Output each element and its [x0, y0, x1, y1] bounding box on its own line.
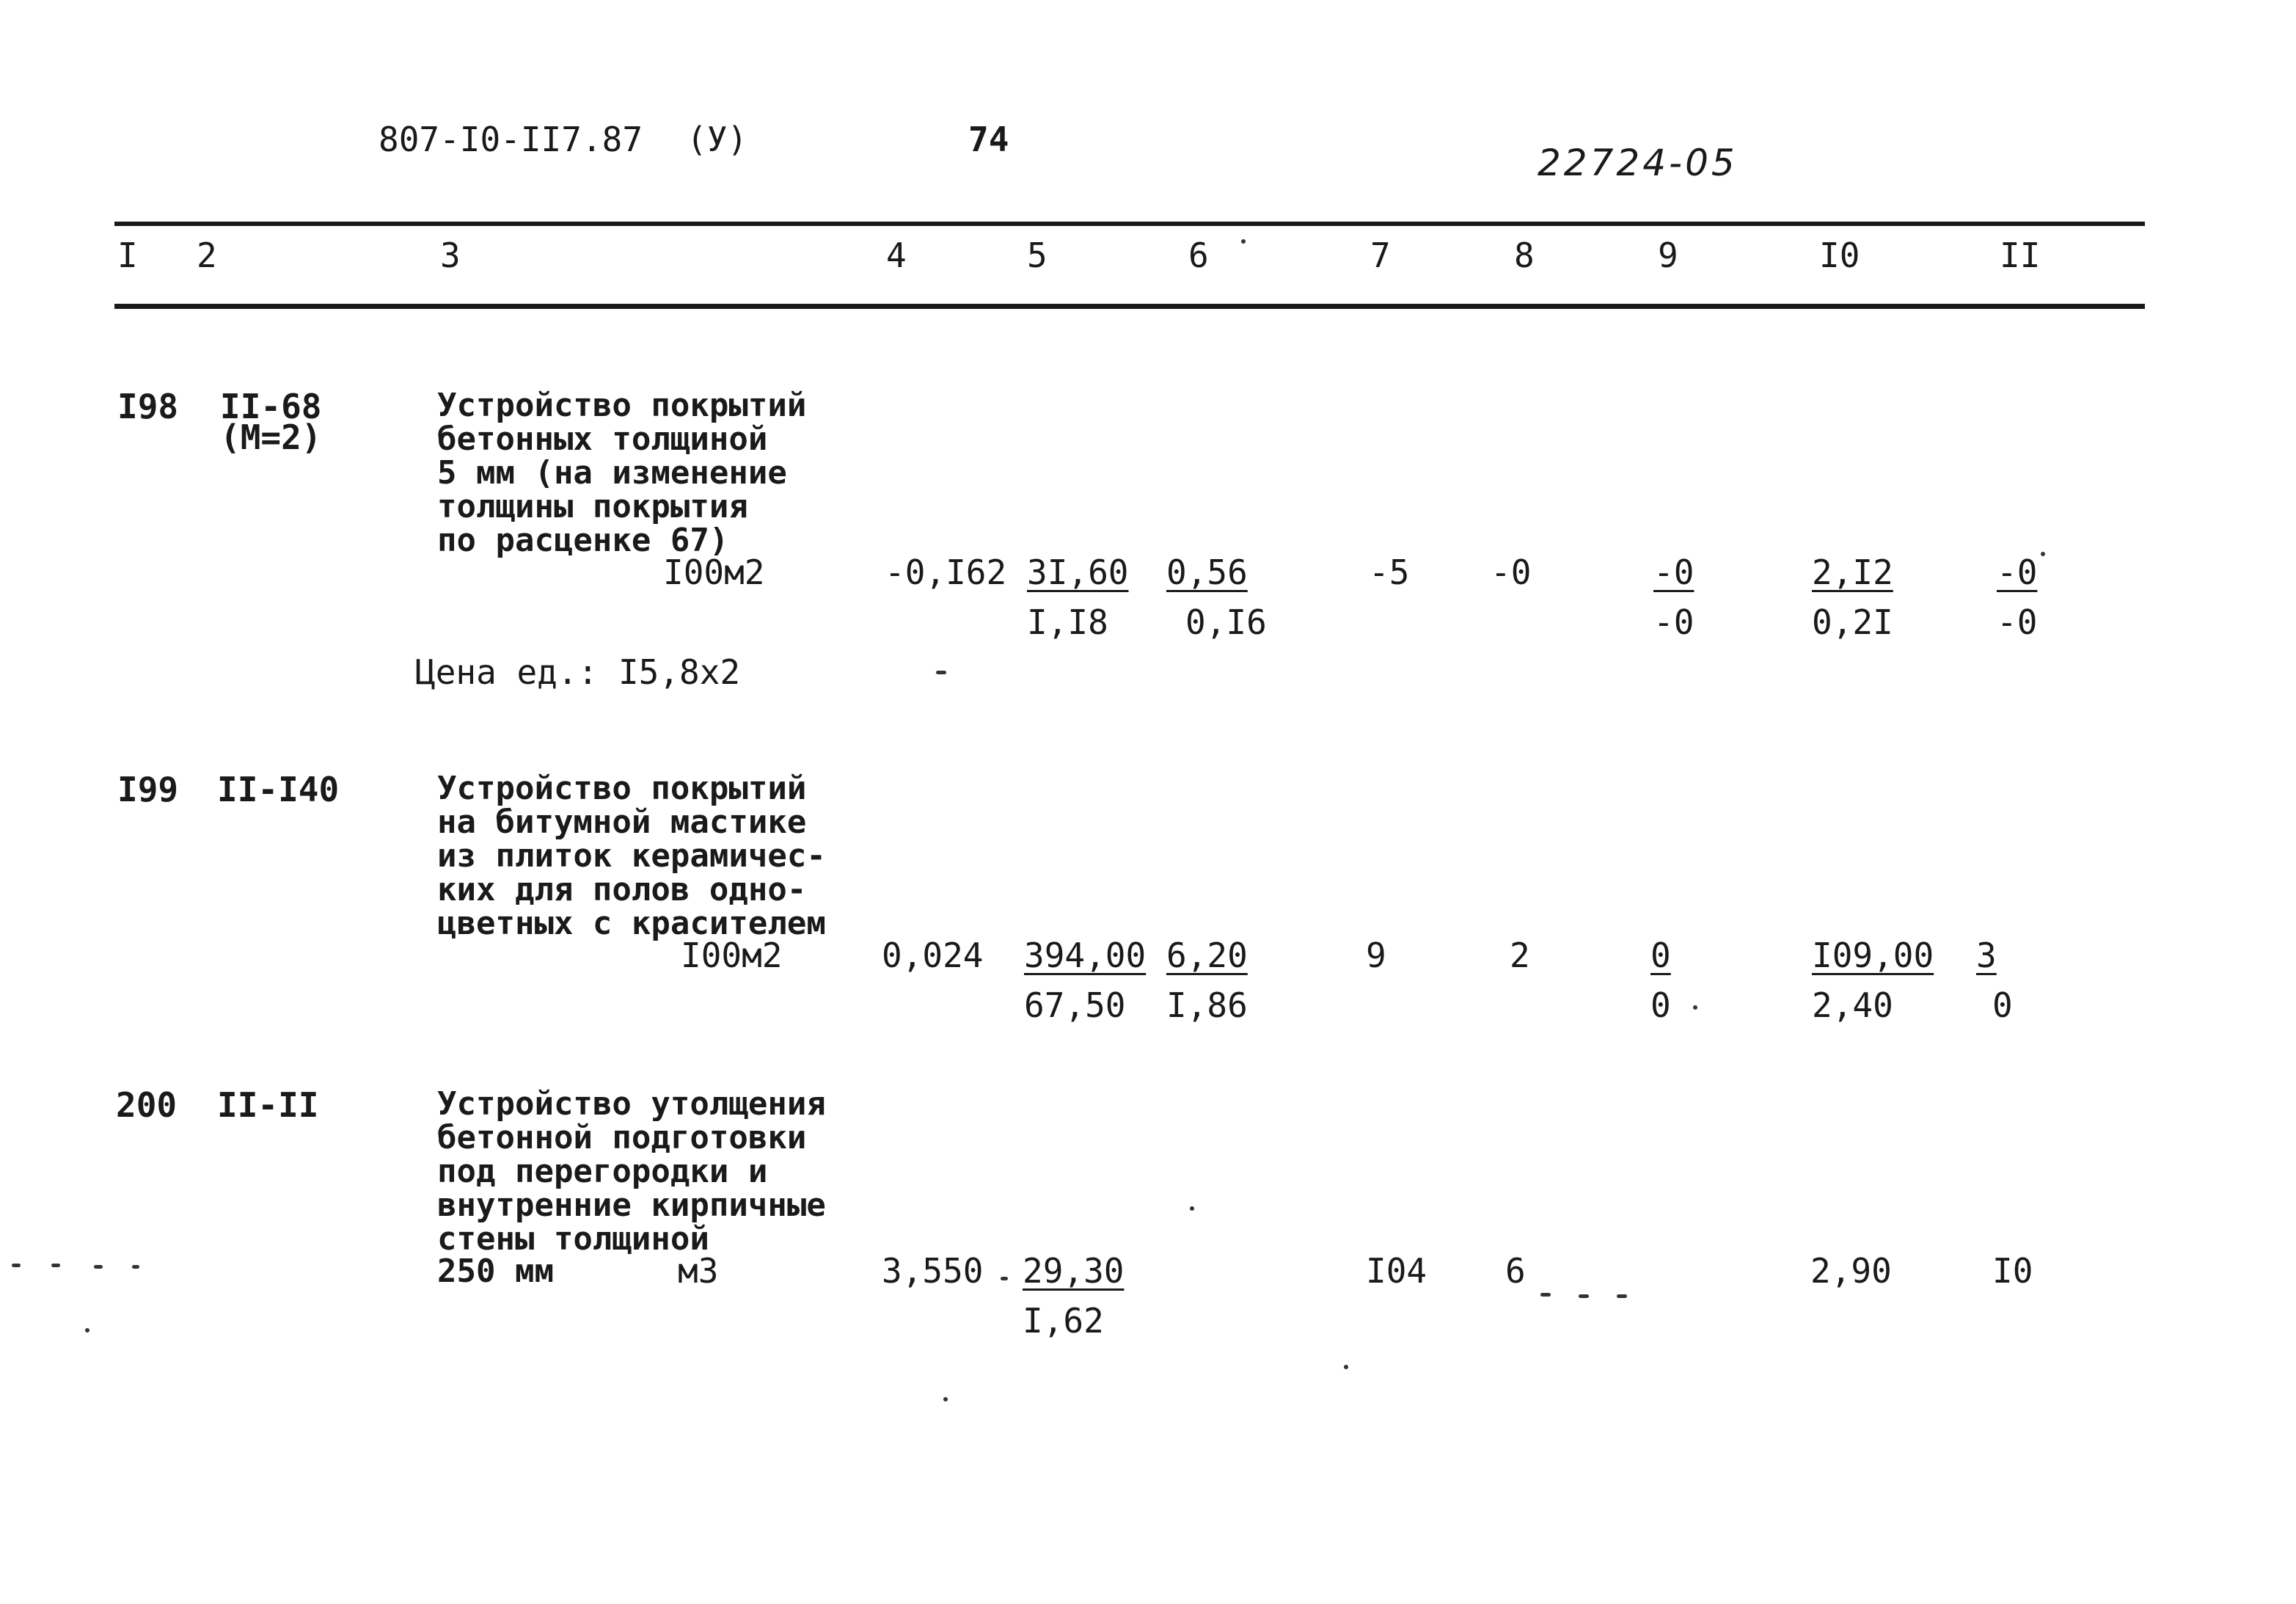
handwritten-inventory-number: 22724-05 — [1538, 142, 1738, 184]
work-description-line: из плиток керамичес- — [437, 837, 826, 875]
column-number: 9 — [1658, 236, 1678, 275]
work-description-line: бетонной подготовки — [437, 1119, 807, 1156]
column-number: II — [2000, 236, 2041, 275]
row-number: I99 — [117, 770, 179, 809]
unit: м3 — [678, 1251, 719, 1291]
total-wages: 6 — [1505, 1251, 1526, 1291]
row-number: I98 — [117, 387, 179, 426]
labor-workers: 2,90 — [1810, 1251, 1892, 1291]
scan-speck — [1001, 1277, 1008, 1280]
column-number: 8 — [1514, 236, 1535, 275]
unit-cost-total: 394,00 — [1024, 936, 1147, 975]
scan-speck — [1344, 1365, 1348, 1369]
scan-speck — [51, 1264, 60, 1267]
scan-speck — [936, 671, 946, 674]
page-number: 74 — [968, 120, 1009, 159]
work-description-line: Устройство утолщения — [437, 1085, 826, 1123]
total-wages: 2 — [1510, 936, 1530, 975]
labor-total-workers: 3 — [1976, 936, 1997, 975]
quantity: 3,550 — [882, 1251, 984, 1291]
unit: I00м2 — [663, 553, 765, 592]
labor-total-machinists: 0 — [1992, 985, 2013, 1025]
column-number: 7 — [1370, 236, 1391, 275]
work-description-line: стены толщиной — [437, 1220, 709, 1258]
scan-speck — [1693, 1005, 1697, 1010]
work-description-line: под перегородки и — [437, 1153, 768, 1190]
total-wages: -0 — [1491, 553, 1532, 592]
work-description-line: по расценке 67) — [437, 522, 729, 559]
unit-cost-wages: I,I8 — [1027, 602, 1108, 642]
row-number: 200 — [116, 1085, 178, 1125]
work-description-line: 250 мм — [437, 1253, 554, 1290]
labor-machinists: 0,2I — [1812, 602, 1893, 642]
top-rule — [114, 222, 2145, 226]
scan-speck — [1540, 1293, 1551, 1297]
work-description-line: толщины покрытия — [437, 488, 748, 525]
column-number: 5 — [1027, 236, 1048, 275]
scan-speck — [1617, 1294, 1627, 1298]
unit-cost-wages: 67,50 — [1024, 985, 1126, 1025]
column-number: 6 — [1188, 236, 1209, 275]
unit-cost-wages: I,62 — [1023, 1301, 1104, 1341]
work-description-line: на битумной мастике — [437, 803, 807, 841]
document-code: 807-I0-II7.87 — [379, 120, 643, 159]
scan-speck — [85, 1328, 89, 1333]
unit-cost-total: 29,30 — [1023, 1251, 1125, 1291]
rate-code-extra: (M=2) — [220, 418, 322, 457]
work-description-line: цветных с красителем — [437, 905, 826, 942]
labor-total-workers: -0 — [1997, 553, 2038, 592]
scan-speck — [1579, 1294, 1589, 1298]
total-cost: -5 — [1369, 553, 1410, 592]
work-description-line: Устройство покрытий — [437, 387, 807, 424]
header-bottom-rule — [114, 304, 2145, 309]
work-description-line: Устройство покрытий — [437, 770, 807, 807]
quantity: -0,I62 — [885, 553, 1007, 592]
unit-cost-total: 3I,60 — [1027, 553, 1129, 592]
work-description-line: ких для полов одно- — [437, 871, 807, 908]
total-machines-wages: -0 — [1653, 602, 1694, 642]
unit: I00м2 — [681, 936, 783, 975]
unit-price-note: Цена ед.: I5,8x2 — [415, 652, 741, 692]
work-description-line: бетонных толщиной — [437, 420, 768, 458]
column-number: I — [117, 236, 138, 275]
column-number: 4 — [886, 236, 907, 275]
column-number: I0 — [1819, 236, 1860, 275]
unit-cost-machines: 6,20 — [1166, 936, 1248, 975]
total-machines-wages: 0 — [1650, 985, 1671, 1025]
document-code-suffix: (У) — [687, 120, 748, 159]
work-description-line: внутренние кирпичные — [437, 1186, 826, 1224]
scan-speck — [2041, 552, 2045, 556]
scan-speck — [94, 1265, 103, 1269]
total-machines: 0 — [1650, 936, 1671, 975]
labor-total-machinists: -0 — [1997, 602, 2038, 642]
scan-speck — [1190, 1206, 1194, 1211]
total-machines: -0 — [1653, 553, 1694, 592]
scan-speck — [12, 1264, 21, 1267]
labor-total-workers: I0 — [1992, 1251, 2033, 1291]
column-number: 3 — [440, 236, 461, 275]
labor-machinists: 2,40 — [1812, 985, 1893, 1025]
total-cost: I04 — [1366, 1251, 1427, 1291]
labor-workers: I09,00 — [1812, 936, 1934, 975]
scan-speck — [132, 1265, 139, 1269]
work-description-line: 5 мм (на изменение — [437, 454, 787, 492]
labor-workers: 2,I2 — [1812, 553, 1893, 592]
quantity: 0,024 — [882, 936, 984, 975]
rate-code: II-II — [217, 1085, 319, 1125]
unit-cost-machines: 0,56 — [1166, 553, 1248, 592]
total-cost: 9 — [1366, 936, 1386, 975]
rate-code: II-I40 — [217, 770, 340, 809]
rate-code: II-68 — [220, 387, 322, 426]
unit-cost-machines-wages: 0,I6 — [1185, 602, 1267, 642]
column-number: 2 — [197, 236, 217, 275]
scan-speck — [1241, 239, 1246, 244]
unit-cost-machines-wages: I,86 — [1166, 985, 1248, 1025]
scan-speck — [943, 1397, 948, 1401]
